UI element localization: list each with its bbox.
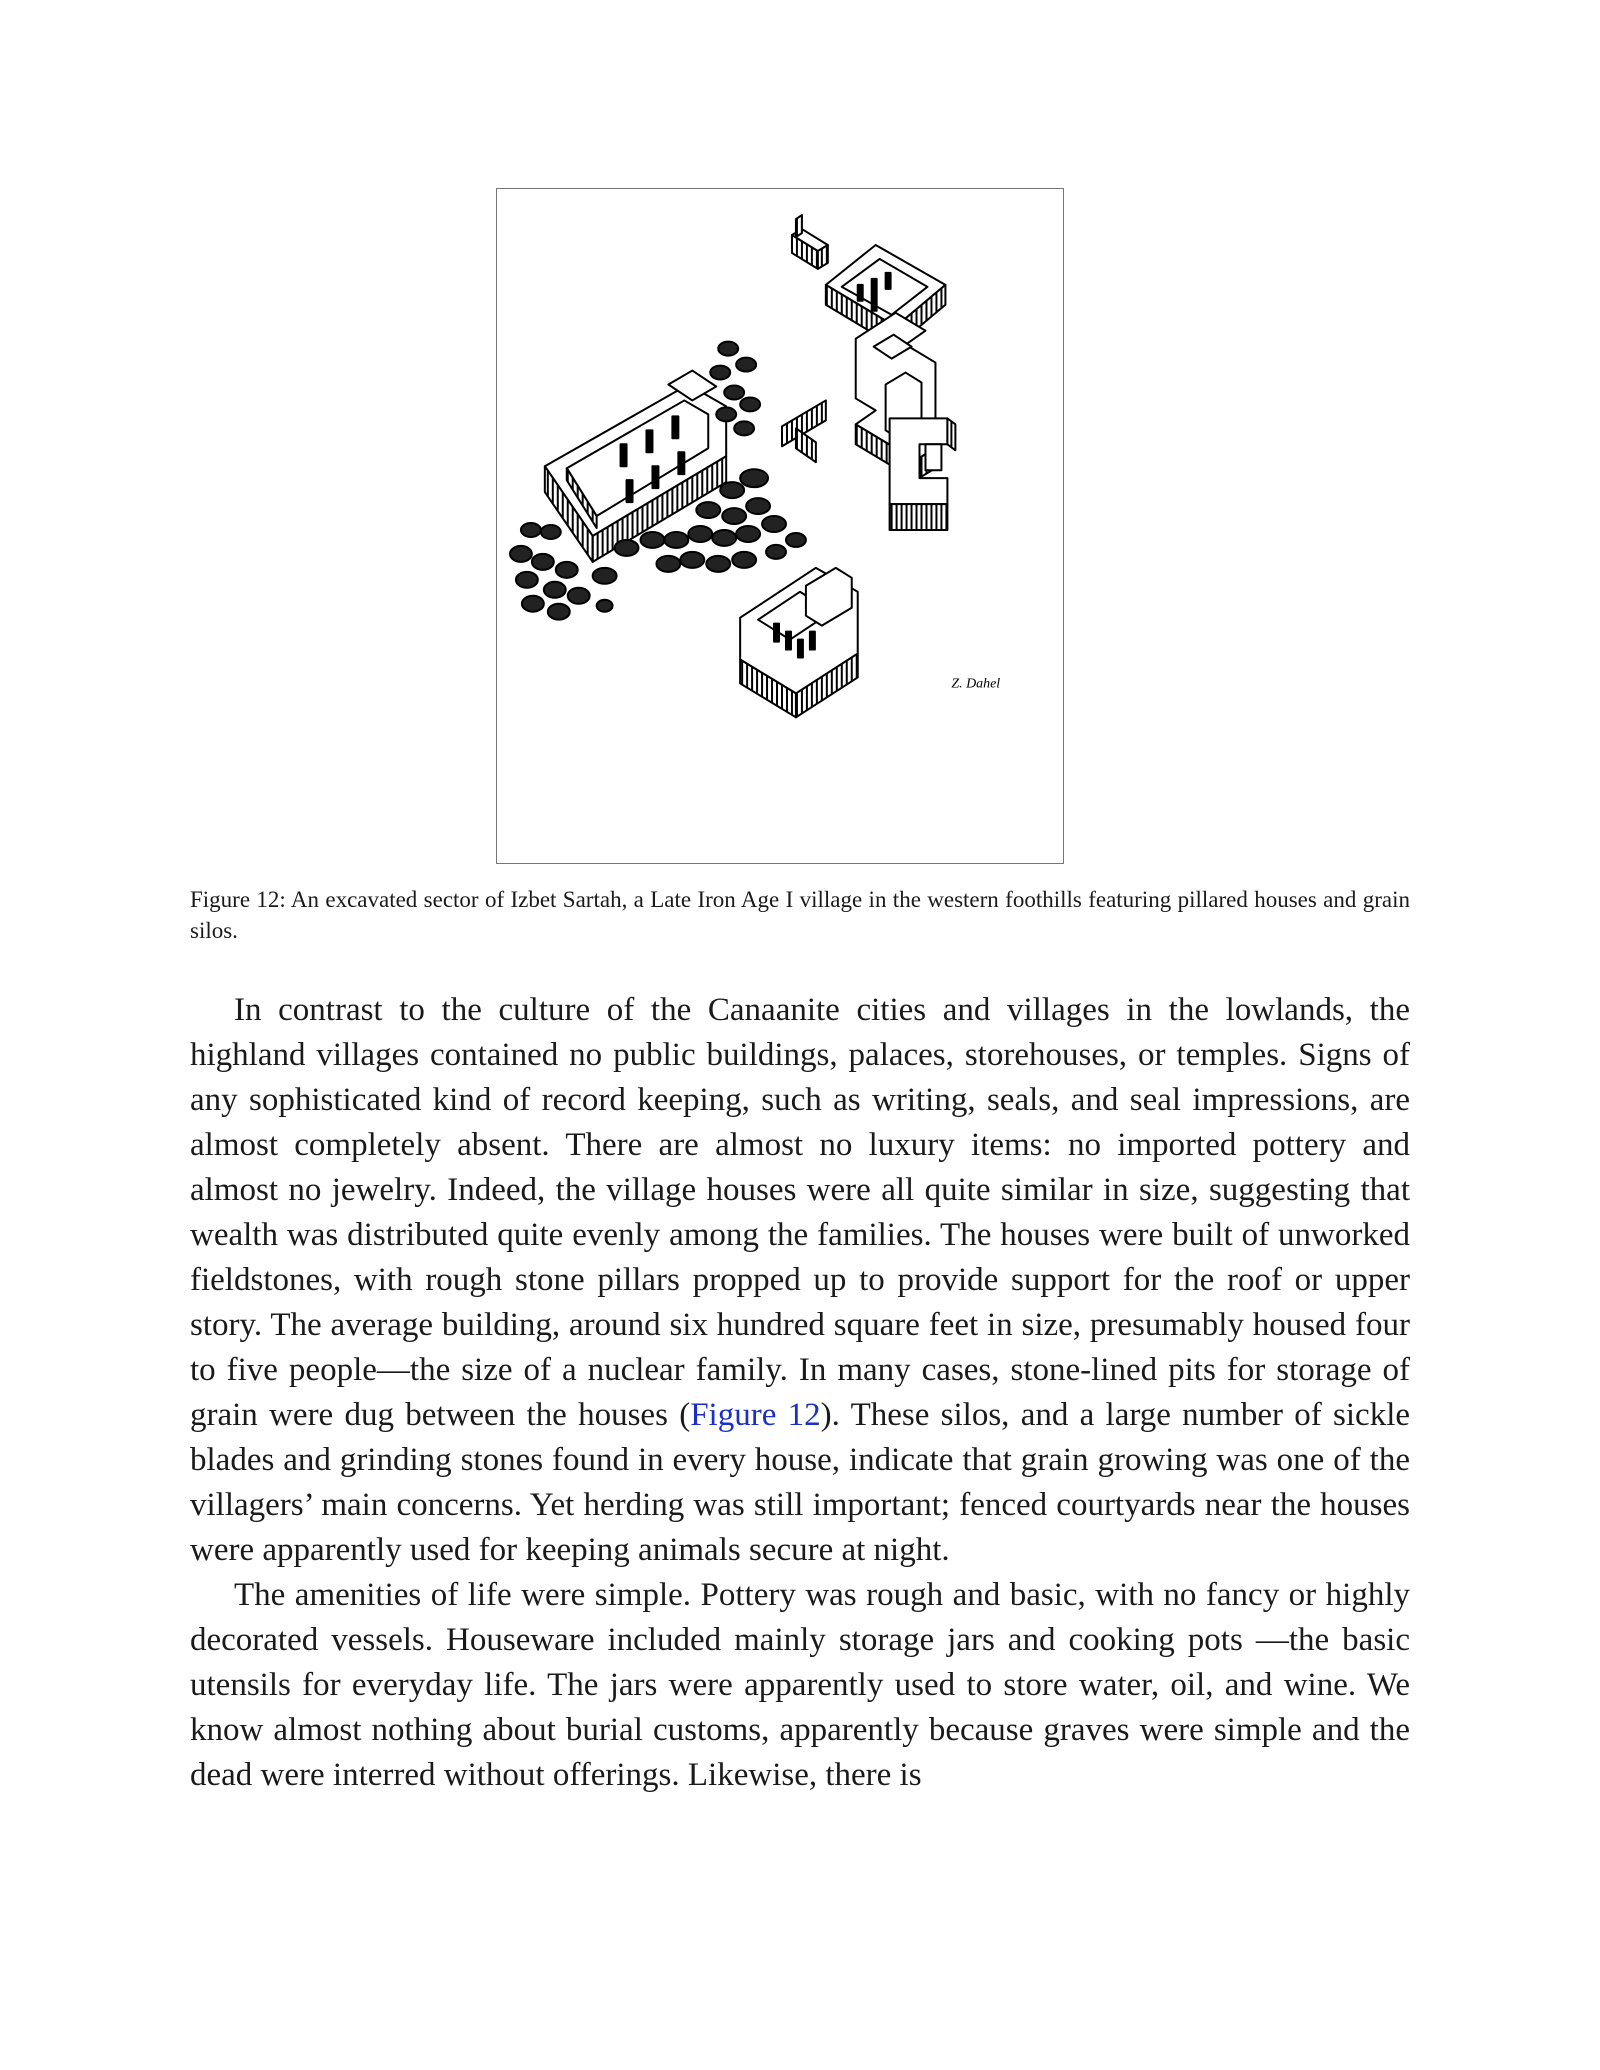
paragraph: The amenities of life were simple. Pottery was rough and basic, with no fancy or highly decorated vessels. Houseware included mainly storage jars and cooking pots —the basic utensils for everyday life. The jars were apparently used to store water, oil, and wine. We know almost nothing about burial customs, apparently because graves were simple and the dead were interred without offerings. Likewise, there is <box>190 1577 1410 1793</box>
paragraph-text: ). These silos, and a large number of sickle blades and grinding stones found in every house, indicate that grain growing was one of the villagers’ main concerns. Yet herding was still important; fenced courtyards near the houses were apparently used for keeping animals secure at night. <box>190 1397 1411 1568</box>
body-text <box>190 988 1410 1798</box>
figure-12-link[interactable]: Figure 12 <box>690 1397 821 1433</box>
figure-caption: Figure 12: An excavated sector of Izbet Sartah, a Late Iron Age I village in the western foothills featuring pillared houses and grain silos. <box>190 887 1410 943</box>
paragraph-text: In contrast to the culture of the Canaanite cities and villages in the lowlands, the highland villages contained no public buildings, palaces, storehouses, or temples. Signs of any sophisticated kind of record keeping, such as writing, seals, and seal impressions, are almost completely absent. There are almost no luxury items: no imported pottery and almost no jewelry. Indeed, the village houses were all quite similar in size, suggesting that wealth was distributed quite evenly among the families. The houses were built of unworked fieldstones, with rough stone pillars propped up to provide support for the roof or upper story. The average building, around six hundred square feet in size, presumably housed four to five people—the size of a nuclear family. In many cases, stone-lined pits for storage of grain were dug between the houses ( <box>190 992 1410 1433</box>
village-plan-drawing <box>497 189 1063 863</box>
pillared-house-south <box>740 568 858 717</box>
paragraph <box>190 988 1410 1573</box>
small-structure-top <box>792 215 828 269</box>
figure-12-image <box>496 188 1064 864</box>
artist-signature: Z. Dahel <box>951 676 1001 692</box>
